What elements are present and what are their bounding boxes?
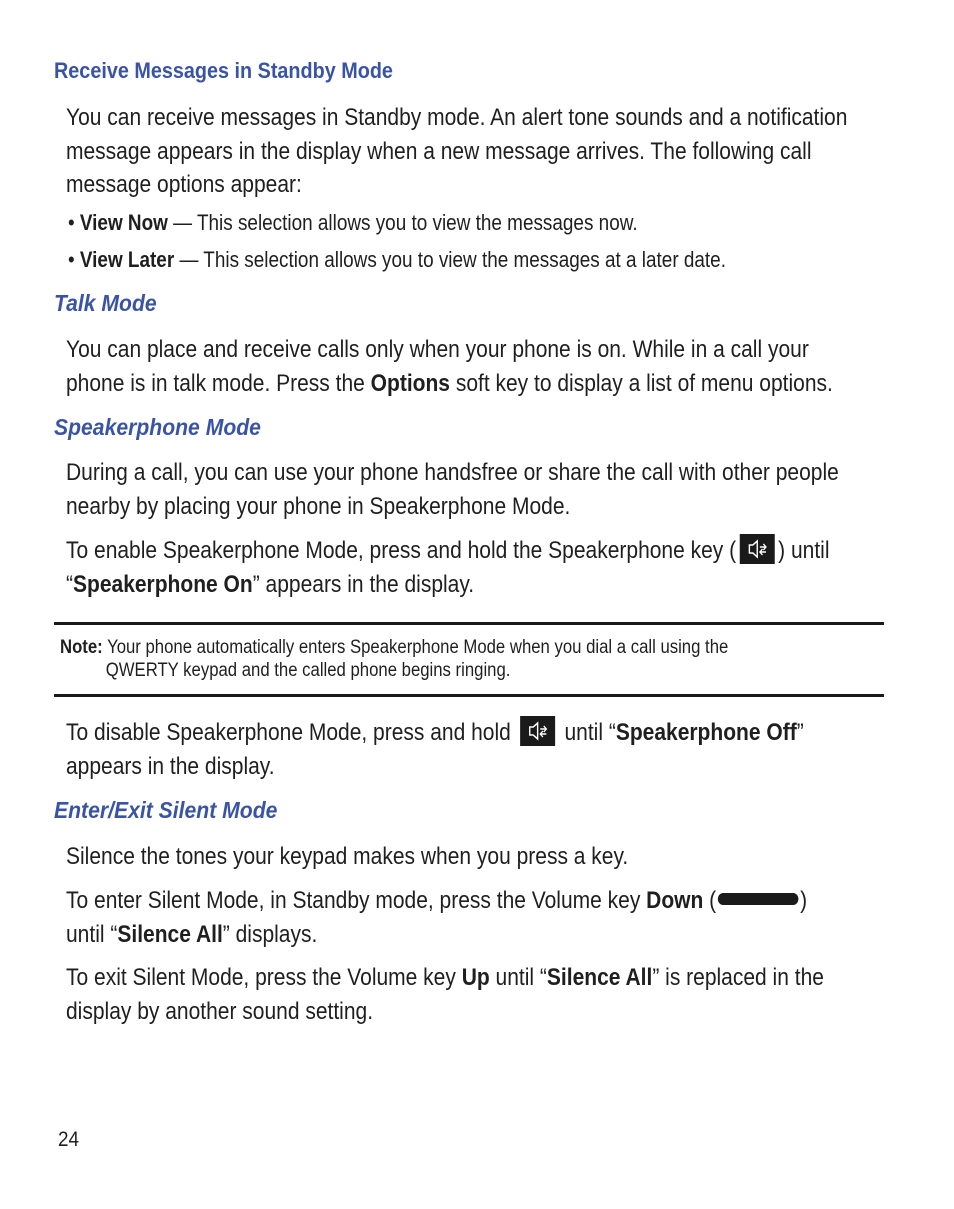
speaker-p2-line-2-post: ” appears in the display.: [252, 570, 475, 598]
receive-line-1: You can receive messages in Standby mode. An alert tone sounds and a notification: [66, 104, 848, 131]
speakerphone-off-label: Speakerphone Off: [615, 719, 797, 746]
silent-p3-line-1-mid: until “: [489, 964, 547, 991]
speaker-p2-line-2-pre: “: [66, 570, 73, 598]
heading-speakerphone-mode: Speakerphone Mode: [54, 414, 261, 440]
silent-p2-paren-open: (: [703, 887, 717, 914]
silence-all-label: Silence All: [546, 964, 653, 991]
speakerphone-key-icon: [740, 534, 775, 564]
receive-paragraph: [66, 101, 854, 202]
talk-paragraph: [66, 333, 854, 400]
speakerphone-on-label: Speakerphone On: [73, 570, 253, 598]
volume-up-label: Up: [461, 964, 490, 991]
bullet-view-later-label: View Later: [79, 247, 175, 272]
silent-p3-line-1-post: ” is replaced in the: [652, 964, 824, 991]
speaker-p1-line-2: nearby by placing your phone in Speakerphone Mode.: [66, 492, 571, 520]
page-number: 24: [58, 1128, 80, 1151]
speaker-p2-line-1-pre: To enable Speakerphone Mode, press and hold the Speakerphone key (: [66, 537, 737, 564]
bullet-view-later: [68, 247, 726, 273]
bullet-view-now-text: — This selection allows you to view the messages now.: [167, 210, 638, 235]
speaker-paragraph-2: [66, 534, 854, 601]
note-line-2: QWERTY keypad and the called phone begins ringing.: [105, 660, 511, 681]
silent-p2-paren-close: ): [800, 887, 808, 914]
volume-down-label: Down: [646, 887, 704, 914]
speaker-p1-line-1: During a call, you can use your phone handsfree or share the call with other people: [66, 459, 839, 486]
volume-key-icon: [718, 893, 799, 905]
options-softkey-label: Options: [370, 369, 450, 397]
receive-line-3: message options appear:: [66, 171, 302, 198]
note-top-rule: [54, 622, 884, 625]
bullet-dot: •: [68, 210, 80, 235]
silent-paragraph-3: [66, 961, 854, 1028]
receive-line-2: message appears in the display when a new message arrives. The following call: [66, 137, 812, 165]
talk-line-2-pre: phone is in talk mode. Press the: [66, 369, 371, 397]
bullet-view-now-label: View Now: [79, 210, 168, 235]
heading-receive-messages: Receive Messages in Standby Mode: [54, 58, 393, 83]
silent-paragraph-2: [66, 884, 854, 951]
speaker-p2-line-1-post: ) until: [778, 537, 830, 564]
note-label: Note:: [60, 637, 103, 658]
bullet-dot: •: [68, 247, 80, 272]
silent-paragraph-1: Silence the tones your keypad makes when you press a key.: [66, 843, 629, 870]
speaker-p3-line-1-pre: To disable Speakerphone Mode, press and hold: [66, 719, 517, 746]
bullet-view-now: [68, 210, 638, 236]
speakerphone-key-icon: [520, 716, 555, 746]
silent-p2-line-2-post: ” displays.: [222, 920, 318, 948]
speaker-p3-line-1-post: ”: [796, 719, 804, 746]
heading-talk-mode: Talk Mode: [54, 290, 157, 316]
silent-p3-line-2: display by another sound setting.: [66, 997, 374, 1025]
speaker-paragraph-1: [66, 456, 854, 523]
speaker-p3-line-2: appears in the display.: [66, 752, 275, 780]
bullet-view-later-text: — This selection allows you to view the messages at a later date.: [174, 247, 726, 272]
heading-silent-mode: Enter/Exit Silent Mode: [54, 797, 278, 823]
speaker-p3-line-1-mid: until “: [558, 719, 616, 746]
speaker-paragraph-3: [66, 716, 854, 783]
silence-all-label: Silence All: [117, 920, 223, 948]
speakerphone-note: [60, 636, 728, 682]
talk-line-2-post: soft key to display a list of menu options.: [449, 369, 833, 397]
note-bottom-rule: [54, 694, 884, 697]
silent-p2-line-2-pre: until “: [66, 920, 118, 948]
silent-p3-line-1-pre: To exit Silent Mode, press the Volume key: [66, 964, 462, 991]
talk-line-1: You can place and receive calls only when your phone is on. While in a call your: [66, 336, 809, 363]
silent-p2-line-1-pre: To enter Silent Mode, in Standby mode, press the Volume key: [66, 887, 647, 914]
note-line-1: Your phone automatically enters Speakerphone Mode when you dial a call using the: [102, 637, 729, 658]
